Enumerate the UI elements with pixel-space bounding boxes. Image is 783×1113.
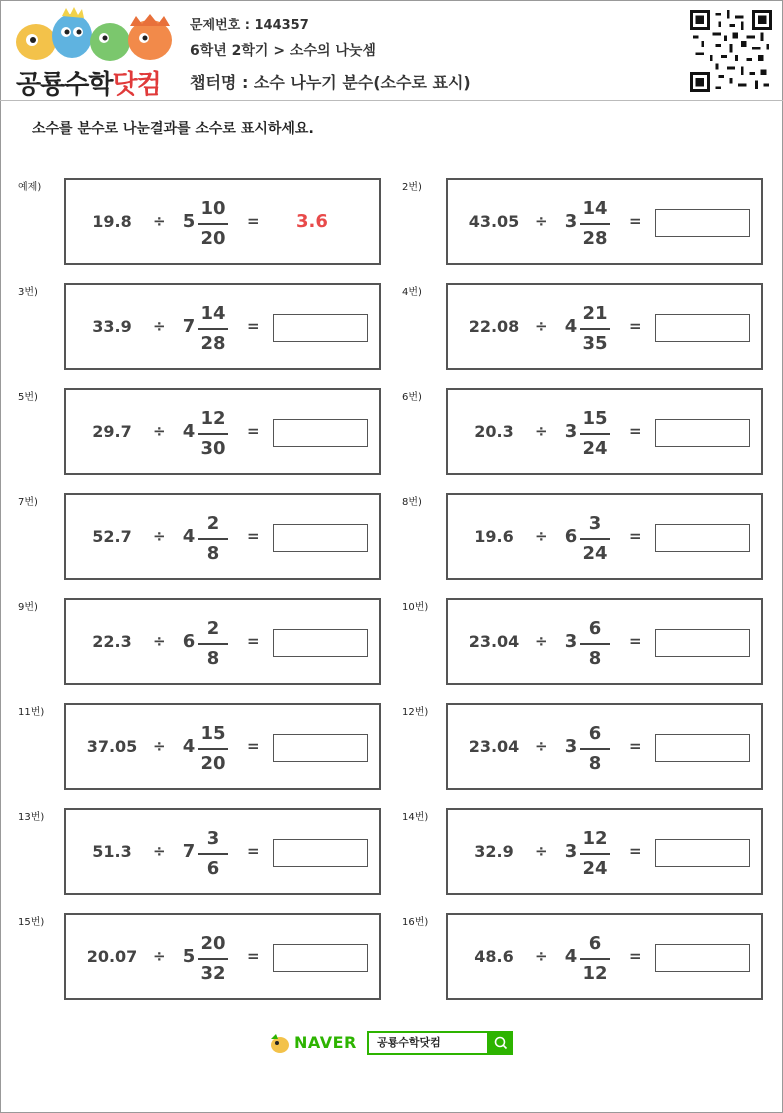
divide-symbol: ÷ (535, 422, 548, 440)
whole-number: 6 (182, 631, 196, 652)
answer-input[interactable] (655, 314, 750, 342)
fraction-bar (580, 538, 610, 540)
equals-symbol: = (247, 842, 260, 860)
problem-box (446, 703, 763, 790)
problem-label: 15번) (18, 917, 45, 928)
numerator: 3 (206, 828, 220, 849)
numerator: 10 (200, 198, 226, 219)
denominator: 8 (206, 543, 220, 564)
divide-symbol: ÷ (535, 737, 548, 755)
answer-input[interactable] (273, 629, 368, 657)
problem-box (446, 808, 763, 895)
answer-input[interactable] (655, 839, 750, 867)
decimal-value: 48.6 (474, 947, 514, 966)
divide-symbol: ÷ (153, 737, 166, 755)
problem-box (64, 913, 381, 1000)
fraction (198, 303, 228, 355)
answer-input[interactable] (273, 524, 368, 552)
divide-symbol: ÷ (153, 317, 166, 335)
instruction-text: 소수를 분수로 나눈결과를 소수로 표시하세요. (32, 121, 314, 137)
whole-number: 4 (182, 526, 196, 547)
divide-symbol: ÷ (535, 527, 548, 545)
equals-symbol: = (629, 527, 642, 545)
equals-symbol: = (247, 632, 260, 650)
fraction-bar (198, 433, 228, 435)
answer-input[interactable] (273, 839, 368, 867)
problem-label: 16번) (402, 917, 429, 928)
numerator: 2 (206, 513, 220, 534)
problem-box (446, 913, 763, 1000)
equals-symbol: = (629, 737, 642, 755)
fraction (580, 198, 610, 250)
numerator: 6 (588, 723, 602, 744)
denominator: 35 (582, 333, 608, 354)
fraction (580, 618, 610, 670)
fraction-bar (580, 643, 610, 645)
decimal-value: 22.08 (468, 317, 520, 336)
equals-symbol: = (629, 212, 642, 230)
equals-symbol: = (629, 317, 642, 335)
whole-number: 4 (182, 421, 196, 442)
naver-search-input[interactable]: 공룡수학닷컴 (367, 1031, 489, 1055)
fraction-bar (580, 223, 610, 225)
numerator: 20 (200, 933, 226, 954)
whole-number: 6 (564, 526, 578, 547)
denominator: 6 (206, 858, 220, 879)
numerator: 14 (200, 303, 226, 324)
decimal-value: 43.05 (468, 212, 520, 231)
problem-number: 문제번호 : 144357 (190, 18, 309, 33)
answer-input[interactable] (655, 524, 750, 552)
denominator: 24 (582, 543, 608, 564)
fraction-bar (580, 853, 610, 855)
equals-symbol: = (247, 212, 260, 230)
fraction (580, 513, 610, 565)
answer-input[interactable] (273, 944, 368, 972)
problem-label: 12번) (402, 707, 429, 718)
numerator: 12 (200, 408, 226, 429)
numerator: 14 (582, 198, 608, 219)
equals-symbol: = (629, 632, 642, 650)
whole-number: 5 (182, 211, 196, 232)
problem-label: 6번) (402, 392, 422, 403)
fraction-bar (580, 328, 610, 330)
answer-input[interactable] (655, 944, 750, 972)
denominator: 8 (588, 648, 602, 669)
denominator: 20 (200, 228, 226, 249)
fraction (198, 513, 228, 565)
denominator: 24 (582, 438, 608, 459)
answer-input[interactable] (273, 314, 368, 342)
whole-number: 4 (182, 736, 196, 757)
numerator: 15 (200, 723, 226, 744)
whole-number: 5 (182, 946, 196, 967)
whole-number: 4 (564, 946, 578, 967)
decimal-value: 23.04 (468, 737, 520, 756)
naver-mascot-icon (268, 1031, 292, 1055)
fraction (580, 828, 610, 880)
fraction-bar (580, 958, 610, 960)
naver-search-button[interactable] (489, 1031, 513, 1055)
equals-symbol: = (247, 317, 260, 335)
decimal-value: 23.04 (468, 632, 520, 651)
whole-number: 7 (182, 316, 196, 337)
problem-box (64, 808, 381, 895)
equals-symbol: = (247, 422, 260, 440)
problem-box (64, 493, 381, 580)
problem-label: 4번) (402, 287, 422, 298)
decimal-value: 52.7 (92, 527, 132, 546)
decimal-value: 32.9 (474, 842, 514, 861)
problem-label: 5번) (18, 392, 38, 403)
answer-input[interactable] (273, 734, 368, 762)
numerator: 2 (206, 618, 220, 639)
problem-label: 7번) (18, 497, 38, 508)
denominator: 30 (200, 438, 226, 459)
problem-box (446, 283, 763, 370)
naver-logo: NAVER (294, 1033, 357, 1052)
problem-label: 2번) (402, 182, 422, 193)
divide-symbol: ÷ (535, 947, 548, 965)
problem-box (446, 178, 763, 265)
decimal-value: 51.3 (92, 842, 132, 861)
divide-symbol: ÷ (535, 317, 548, 335)
problem-label: 8번) (402, 497, 422, 508)
problem-label: 14번) (402, 812, 429, 823)
qr-code-icon (690, 10, 772, 92)
answer-input[interactable] (655, 209, 750, 237)
course-breadcrumb: 6학년 2학기 > 소수의 나눗셈 (190, 43, 376, 59)
problem-box (446, 598, 763, 685)
fraction (580, 933, 610, 985)
numerator: 15 (582, 408, 608, 429)
answer-input[interactable] (655, 419, 750, 447)
fraction-bar (580, 748, 610, 750)
denominator: 28 (200, 333, 226, 354)
problem-box (446, 493, 763, 580)
problem-box (64, 388, 381, 475)
decimal-value: 33.9 (92, 317, 132, 336)
divide-symbol: ÷ (153, 632, 166, 650)
fraction (198, 828, 228, 880)
problem-box (64, 703, 381, 790)
equals-symbol: = (629, 842, 642, 860)
problem-box (446, 388, 763, 475)
numerator: 3 (588, 513, 602, 534)
problem-label: 예제) (18, 182, 42, 193)
divide-symbol: ÷ (535, 212, 548, 230)
answer-input[interactable] (655, 734, 750, 762)
denominator: 8 (206, 648, 220, 669)
divide-symbol: ÷ (153, 842, 166, 860)
fraction-bar (198, 853, 228, 855)
decimal-value: 22.3 (92, 632, 132, 651)
denominator: 12 (582, 963, 608, 984)
fraction (580, 408, 610, 460)
denominator: 24 (582, 858, 608, 879)
answer-input[interactable] (655, 629, 750, 657)
fraction-bar (198, 643, 228, 645)
fraction (198, 933, 228, 985)
equals-symbol: = (247, 737, 260, 755)
fraction (198, 198, 228, 250)
logo-wordmark: 공룡수학닷컴 (16, 70, 161, 100)
numerator: 12 (582, 828, 608, 849)
whole-number: 4 (564, 316, 578, 337)
equals-symbol: = (629, 422, 642, 440)
problem-label: 11번) (18, 707, 45, 718)
decimal-value: 29.7 (92, 422, 132, 441)
whole-number: 3 (564, 736, 578, 757)
problem-label: 13번) (18, 812, 45, 823)
decimal-value: 20.3 (474, 422, 514, 441)
divide-symbol: ÷ (535, 842, 548, 860)
whole-number: 3 (564, 211, 578, 232)
fraction (198, 618, 228, 670)
whole-number: 3 (564, 421, 578, 442)
fraction (198, 408, 228, 460)
fraction-bar (198, 328, 228, 330)
search-icon (489, 1031, 513, 1055)
denominator: 20 (200, 753, 226, 774)
example-problem-box (64, 178, 381, 265)
divide-symbol: ÷ (153, 527, 166, 545)
problem-label: 10번) (402, 602, 429, 613)
fraction (580, 723, 610, 775)
divide-symbol: ÷ (153, 947, 166, 965)
divide-symbol: ÷ (535, 632, 548, 650)
header-divider (0, 100, 783, 101)
problem-label: 3번) (18, 287, 38, 298)
divide-symbol: ÷ (153, 422, 166, 440)
problem-label: 9번) (18, 602, 38, 613)
fraction-bar (580, 433, 610, 435)
chapter-title: 챕터명 : 소수 나누기 분수(소수로 표시) (190, 73, 471, 92)
fraction-bar (198, 538, 228, 540)
decimal-value: 19.6 (474, 527, 514, 546)
decimal-value: 37.05 (86, 737, 138, 756)
naver-search-widget (268, 1031, 514, 1057)
denominator: 8 (588, 753, 602, 774)
decimal-value: 19.8 (92, 212, 132, 231)
decimal-value: 20.07 (86, 947, 138, 966)
numerator: 6 (588, 933, 602, 954)
header (0, 0, 783, 100)
numerator: 6 (588, 618, 602, 639)
equals-symbol: = (247, 947, 260, 965)
fraction-bar (198, 958, 228, 960)
problem-box (64, 598, 381, 685)
problem-box (64, 283, 381, 370)
fraction (198, 723, 228, 775)
fraction-bar (198, 223, 228, 225)
equals-symbol: = (247, 527, 260, 545)
divide-symbol: ÷ (153, 212, 166, 230)
whole-number: 7 (182, 841, 196, 862)
numerator: 21 (582, 303, 608, 324)
denominator: 32 (200, 963, 226, 984)
fraction (580, 303, 610, 355)
example-answer: 3.6 (296, 211, 328, 232)
equals-symbol: = (629, 947, 642, 965)
whole-number: 3 (564, 841, 578, 862)
answer-input[interactable] (273, 419, 368, 447)
whole-number: 3 (564, 631, 578, 652)
fraction-bar (198, 748, 228, 750)
denominator: 28 (582, 228, 608, 249)
